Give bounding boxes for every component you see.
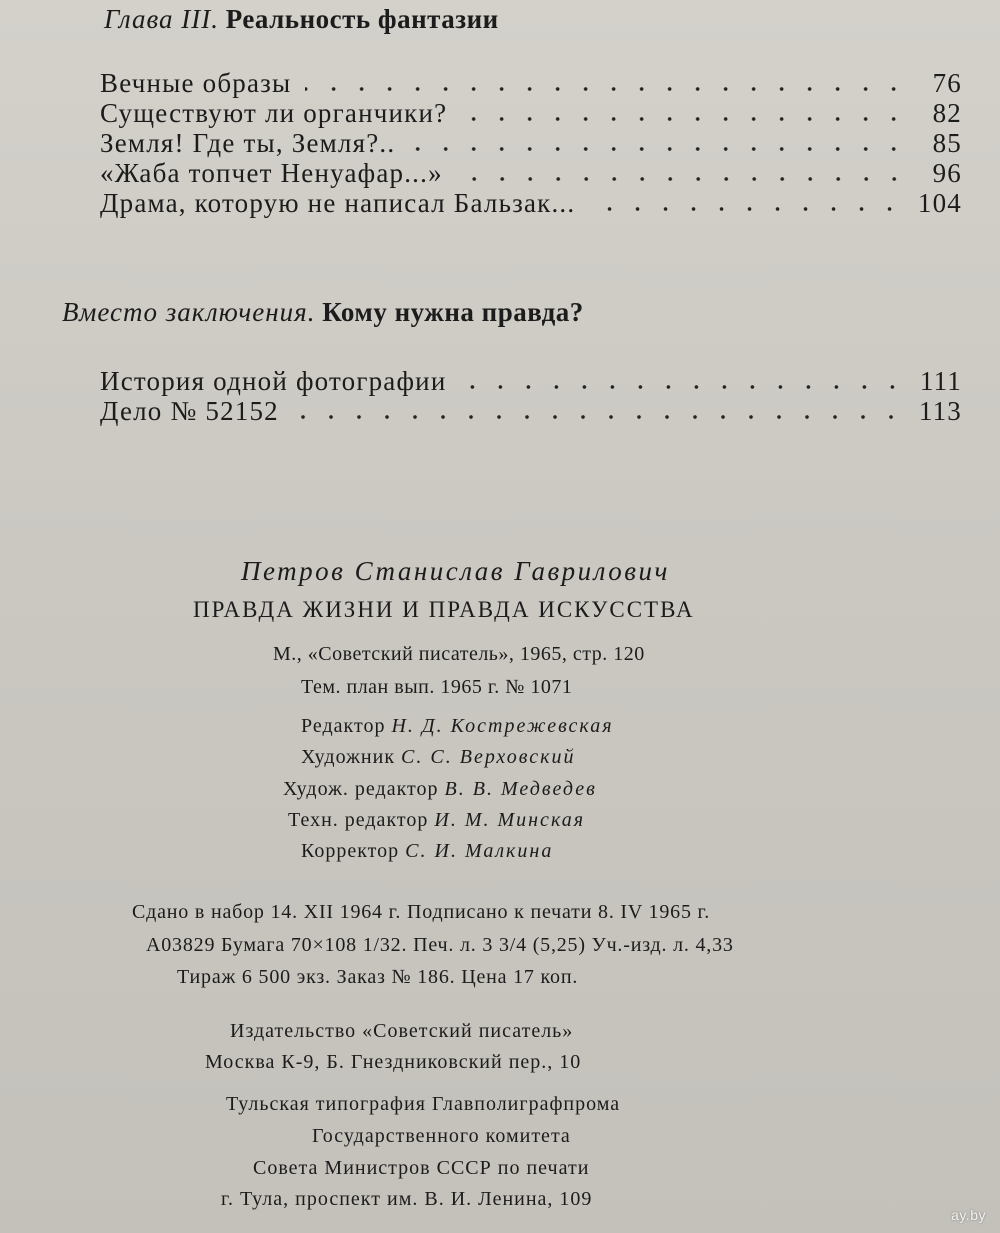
watermark: ay.by <box>951 1207 986 1223</box>
book-title: ПРАВДА ЖИЗНИ И ПРАВДА ИСКУССТВА <box>193 597 695 622</box>
dot-leader <box>589 207 904 211</box>
credit-tech-editor <box>288 809 585 832</box>
press-line: г. Тула, проспект им. В. И. Ленина, 109 <box>221 1188 593 1210</box>
credit-name: Н. Д. Кострежевская <box>391 715 614 737</box>
toc-entry-title: Дело № 52152 <box>100 396 279 426</box>
credit-corrector <box>301 840 553 863</box>
credit-artist <box>301 746 575 769</box>
chapter-prefix: Вместо заключения. <box>62 297 316 327</box>
author-name: Петров Станислав Гаврилович <box>241 556 670 586</box>
credit-role: Редактор <box>301 715 386 737</box>
chapter-heading-3 <box>104 4 499 35</box>
toc-entry-title: Драма, которую не написал Бальзак... <box>100 188 576 218</box>
credit-name: С. С. Верховский <box>401 746 576 768</box>
toc-entry-title: Вечные образы <box>100 68 292 98</box>
dot-leader <box>461 117 908 121</box>
toc-entry <box>100 188 962 218</box>
dot-leader <box>457 177 908 181</box>
press-line: Издательство «Советский писатель» <box>230 1020 574 1042</box>
chapter-heading-conclusion <box>62 297 584 328</box>
dot-leader <box>293 415 905 419</box>
toc-entry <box>100 68 962 98</box>
credit-editor <box>301 715 614 738</box>
press-line: Совета Министров СССР по печати <box>253 1157 590 1179</box>
credit-role: Художник <box>301 746 396 768</box>
toc-entry-page: 76 <box>932 68 962 98</box>
toc-entry-page: 82 <box>932 98 962 128</box>
credit-name: И. М. Минская <box>434 809 586 831</box>
print-info-line: Сдано в набор 14. XII 1964 г. Подписано к печати 8. IV 1965 г. <box>132 901 711 923</box>
toc-entry-page: 111 <box>919 366 962 396</box>
toc-entry <box>100 128 962 158</box>
toc-entry-page: 85 <box>932 128 962 158</box>
credit-role: Корректор <box>301 840 400 862</box>
credit-name: С. И. Малкина <box>405 840 554 862</box>
toc-entry-title: «Жаба топчет Ненуафар...» <box>100 158 443 188</box>
toc-entry <box>100 98 962 128</box>
toc-entry <box>100 158 962 188</box>
dot-leader <box>461 385 906 389</box>
credit-role: Техн. редактор <box>288 809 429 831</box>
chapter-title: Реальность фантазии <box>225 4 499 34</box>
chapter-title: Кому нужна правда? <box>322 297 584 327</box>
toc-entry-page: 104 <box>917 188 962 218</box>
toc-entry <box>100 396 962 426</box>
credit-role: Худож. редактор <box>283 778 439 800</box>
toc-entry-title: История одной фотографии <box>100 366 447 396</box>
toc-entry-title: Земля! Где ты, Земля?.. <box>100 128 396 158</box>
credit-name: В. В. Медведев <box>444 778 597 800</box>
plan-line: Тем. план вып. 1965 г. № 1071 <box>301 676 573 698</box>
toc-entry-title: Существуют ли органчики? <box>100 98 448 128</box>
dot-leader <box>409 147 908 151</box>
chapter-prefix: Глава III. <box>104 4 220 34</box>
credit-art-editor <box>283 778 597 801</box>
dot-leader <box>305 87 908 91</box>
press-line: Тульская типография Главполиграфпрома <box>226 1093 621 1115</box>
toc-entry <box>100 366 962 396</box>
print-info-line: А03829 Бумага 70×108 1/32. Печ. л. 3 3/4 (5,25) Уч.-изд. л. 4,33 <box>146 934 734 956</box>
press-line: Государственного комитета <box>312 1125 571 1147</box>
publication-line: М., «Советский писатель», 1965, стр. 120 <box>273 643 645 665</box>
press-line: Москва К-9, Б. Гнездниковский пер., 10 <box>205 1051 582 1073</box>
toc-entry-page: 113 <box>918 396 962 426</box>
toc-entry-page: 96 <box>932 158 962 188</box>
print-info-line: Тираж 6 500 экз. Заказ № 186. Цена 17 коп. <box>177 966 579 988</box>
